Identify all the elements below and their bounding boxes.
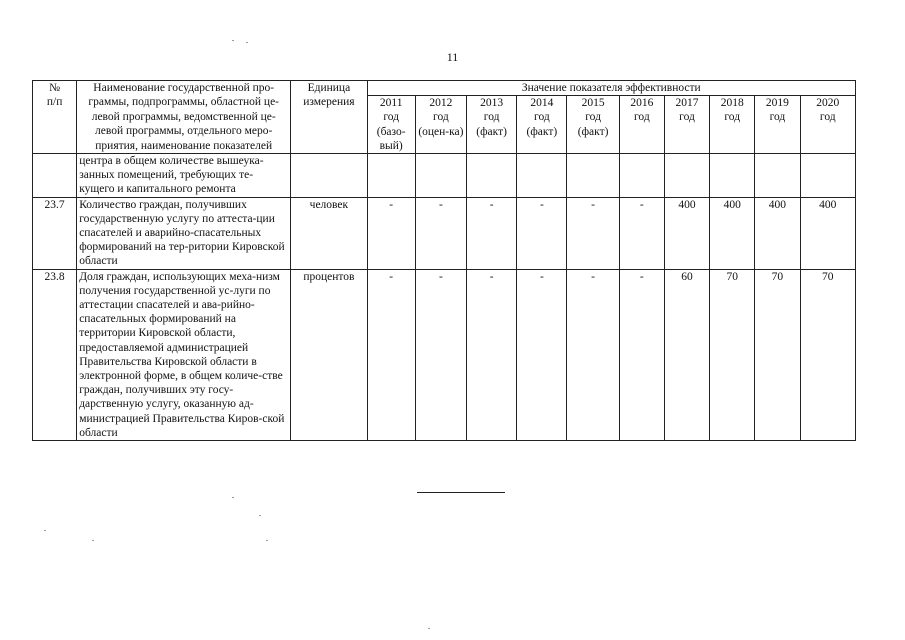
year-label: 2018 xyxy=(720,97,744,110)
row-value xyxy=(415,154,466,198)
year-label: 2011 xyxy=(379,97,403,110)
row-indicator-name: центра в общем количестве вышеука-занных помещений, требующих те-кущего и капитального ремонта xyxy=(77,154,291,198)
year-sublabel: год (оцен-ка) xyxy=(418,111,464,138)
row-value xyxy=(517,154,567,198)
scan-speck xyxy=(266,540,268,541)
year-label: 2014 xyxy=(530,97,554,110)
row-value xyxy=(710,154,755,198)
year-sublabel: год xyxy=(819,111,836,124)
year-sublabel: год xyxy=(633,111,650,124)
year-label: 2012 xyxy=(429,97,453,110)
row-value: 400 xyxy=(800,197,855,269)
header-values-cell: Значение показателя эффективности xyxy=(367,81,855,96)
scan-speck xyxy=(259,515,261,516)
row-value: - xyxy=(415,197,466,269)
row-value: 70 xyxy=(755,269,800,440)
year-label: 2015 xyxy=(581,97,605,110)
row-value: 60 xyxy=(664,269,709,440)
row-value: 400 xyxy=(664,197,709,269)
year-sublabel: год xyxy=(769,111,786,124)
scan-speck xyxy=(428,628,430,629)
header-year-cell xyxy=(755,96,800,154)
row-value: 400 xyxy=(710,197,755,269)
row-indicator-name: Доля граждан, использующих меха-низм получения государственной ус-луги по аттестации спасателей и ава-рийно-спасательных формирований на территории Кировской области, предоставляемой администрацией Правительства Кировской области в электронной форме, в общем количе-стве граждан, получивших эту госу-дарственную услугу, оказанную ад-министрацией Правительства Киров-ской области xyxy=(77,269,291,440)
row-unit: человек xyxy=(291,197,367,269)
header-year-cell xyxy=(664,96,709,154)
indicators-table xyxy=(32,80,856,441)
scan-speck xyxy=(232,497,234,498)
row-value: - xyxy=(467,197,517,269)
row-value: - xyxy=(367,197,415,269)
year-label: 2016 xyxy=(630,97,654,110)
row-value: - xyxy=(467,269,517,440)
year-label: 2013 xyxy=(480,97,504,110)
row-value xyxy=(367,154,415,198)
row-number: 23.8 xyxy=(33,269,77,440)
header-name-cell: Наименование государственной про-граммы, подпрограммы, областной це-левой программы, ведомственной це-левой программы, отдельного меро-приятия, наименование показателей xyxy=(77,81,291,154)
row-value: - xyxy=(619,197,664,269)
row-value xyxy=(619,154,664,198)
year-label: 2019 xyxy=(765,97,789,110)
row-unit: процентов xyxy=(291,269,367,440)
header-number-label: № xyxy=(49,82,61,94)
row-value xyxy=(467,154,517,198)
header-year-cell xyxy=(567,96,619,154)
table-row xyxy=(33,197,856,269)
header-year-cell xyxy=(619,96,664,154)
year-label: 2020 xyxy=(816,97,840,110)
table-row xyxy=(33,269,856,440)
year-sublabel: год (факт) xyxy=(526,111,558,138)
header-year-cell xyxy=(517,96,567,154)
row-value: - xyxy=(367,269,415,440)
year-sublabel: год xyxy=(679,111,695,124)
scan-speck xyxy=(246,42,248,43)
row-value: - xyxy=(567,269,619,440)
year-sublabel: год (факт) xyxy=(577,111,609,138)
row-value: - xyxy=(415,269,466,440)
row-value: - xyxy=(517,269,567,440)
row-value: 70 xyxy=(710,269,755,440)
scan-speck xyxy=(44,530,46,531)
page-number: 11 xyxy=(446,50,459,64)
row-number xyxy=(33,154,77,198)
row-value: - xyxy=(619,269,664,440)
row-value: - xyxy=(567,197,619,269)
row-unit xyxy=(291,154,367,198)
year-sublabel: год (факт) xyxy=(476,111,507,138)
row-value: 400 xyxy=(755,197,800,269)
header-row-top xyxy=(33,81,856,96)
end-of-table-rule xyxy=(417,492,505,493)
header-number-sublabel: п/п xyxy=(46,96,63,109)
year-sublabel: год (базо-вый) xyxy=(376,111,406,152)
header-year-cell xyxy=(415,96,466,154)
row-value: 70 xyxy=(800,269,855,440)
row-value xyxy=(567,154,619,198)
row-value: - xyxy=(517,197,567,269)
row-indicator-name: Количество граждан, получивших государственную услугу по аттеста-ции спасателей и аварийно-спасательных формирований на тер-ритории Кировской области xyxy=(77,197,291,269)
header-year-cell xyxy=(467,96,517,154)
row-value xyxy=(800,154,855,198)
row-number: 23.7 xyxy=(33,197,77,269)
year-sublabel: год xyxy=(724,111,741,124)
row-value xyxy=(755,154,800,198)
scan-speck xyxy=(232,40,234,41)
table-row xyxy=(33,154,856,198)
header-year-cell xyxy=(800,96,855,154)
header-year-cell xyxy=(367,96,415,154)
scan-speck xyxy=(92,540,94,541)
header-year-cell xyxy=(710,96,755,154)
year-label: 2017 xyxy=(675,97,699,110)
header-unit-cell: Единица измерения xyxy=(291,81,367,154)
header-number-cell xyxy=(33,81,77,154)
row-value xyxy=(664,154,709,198)
